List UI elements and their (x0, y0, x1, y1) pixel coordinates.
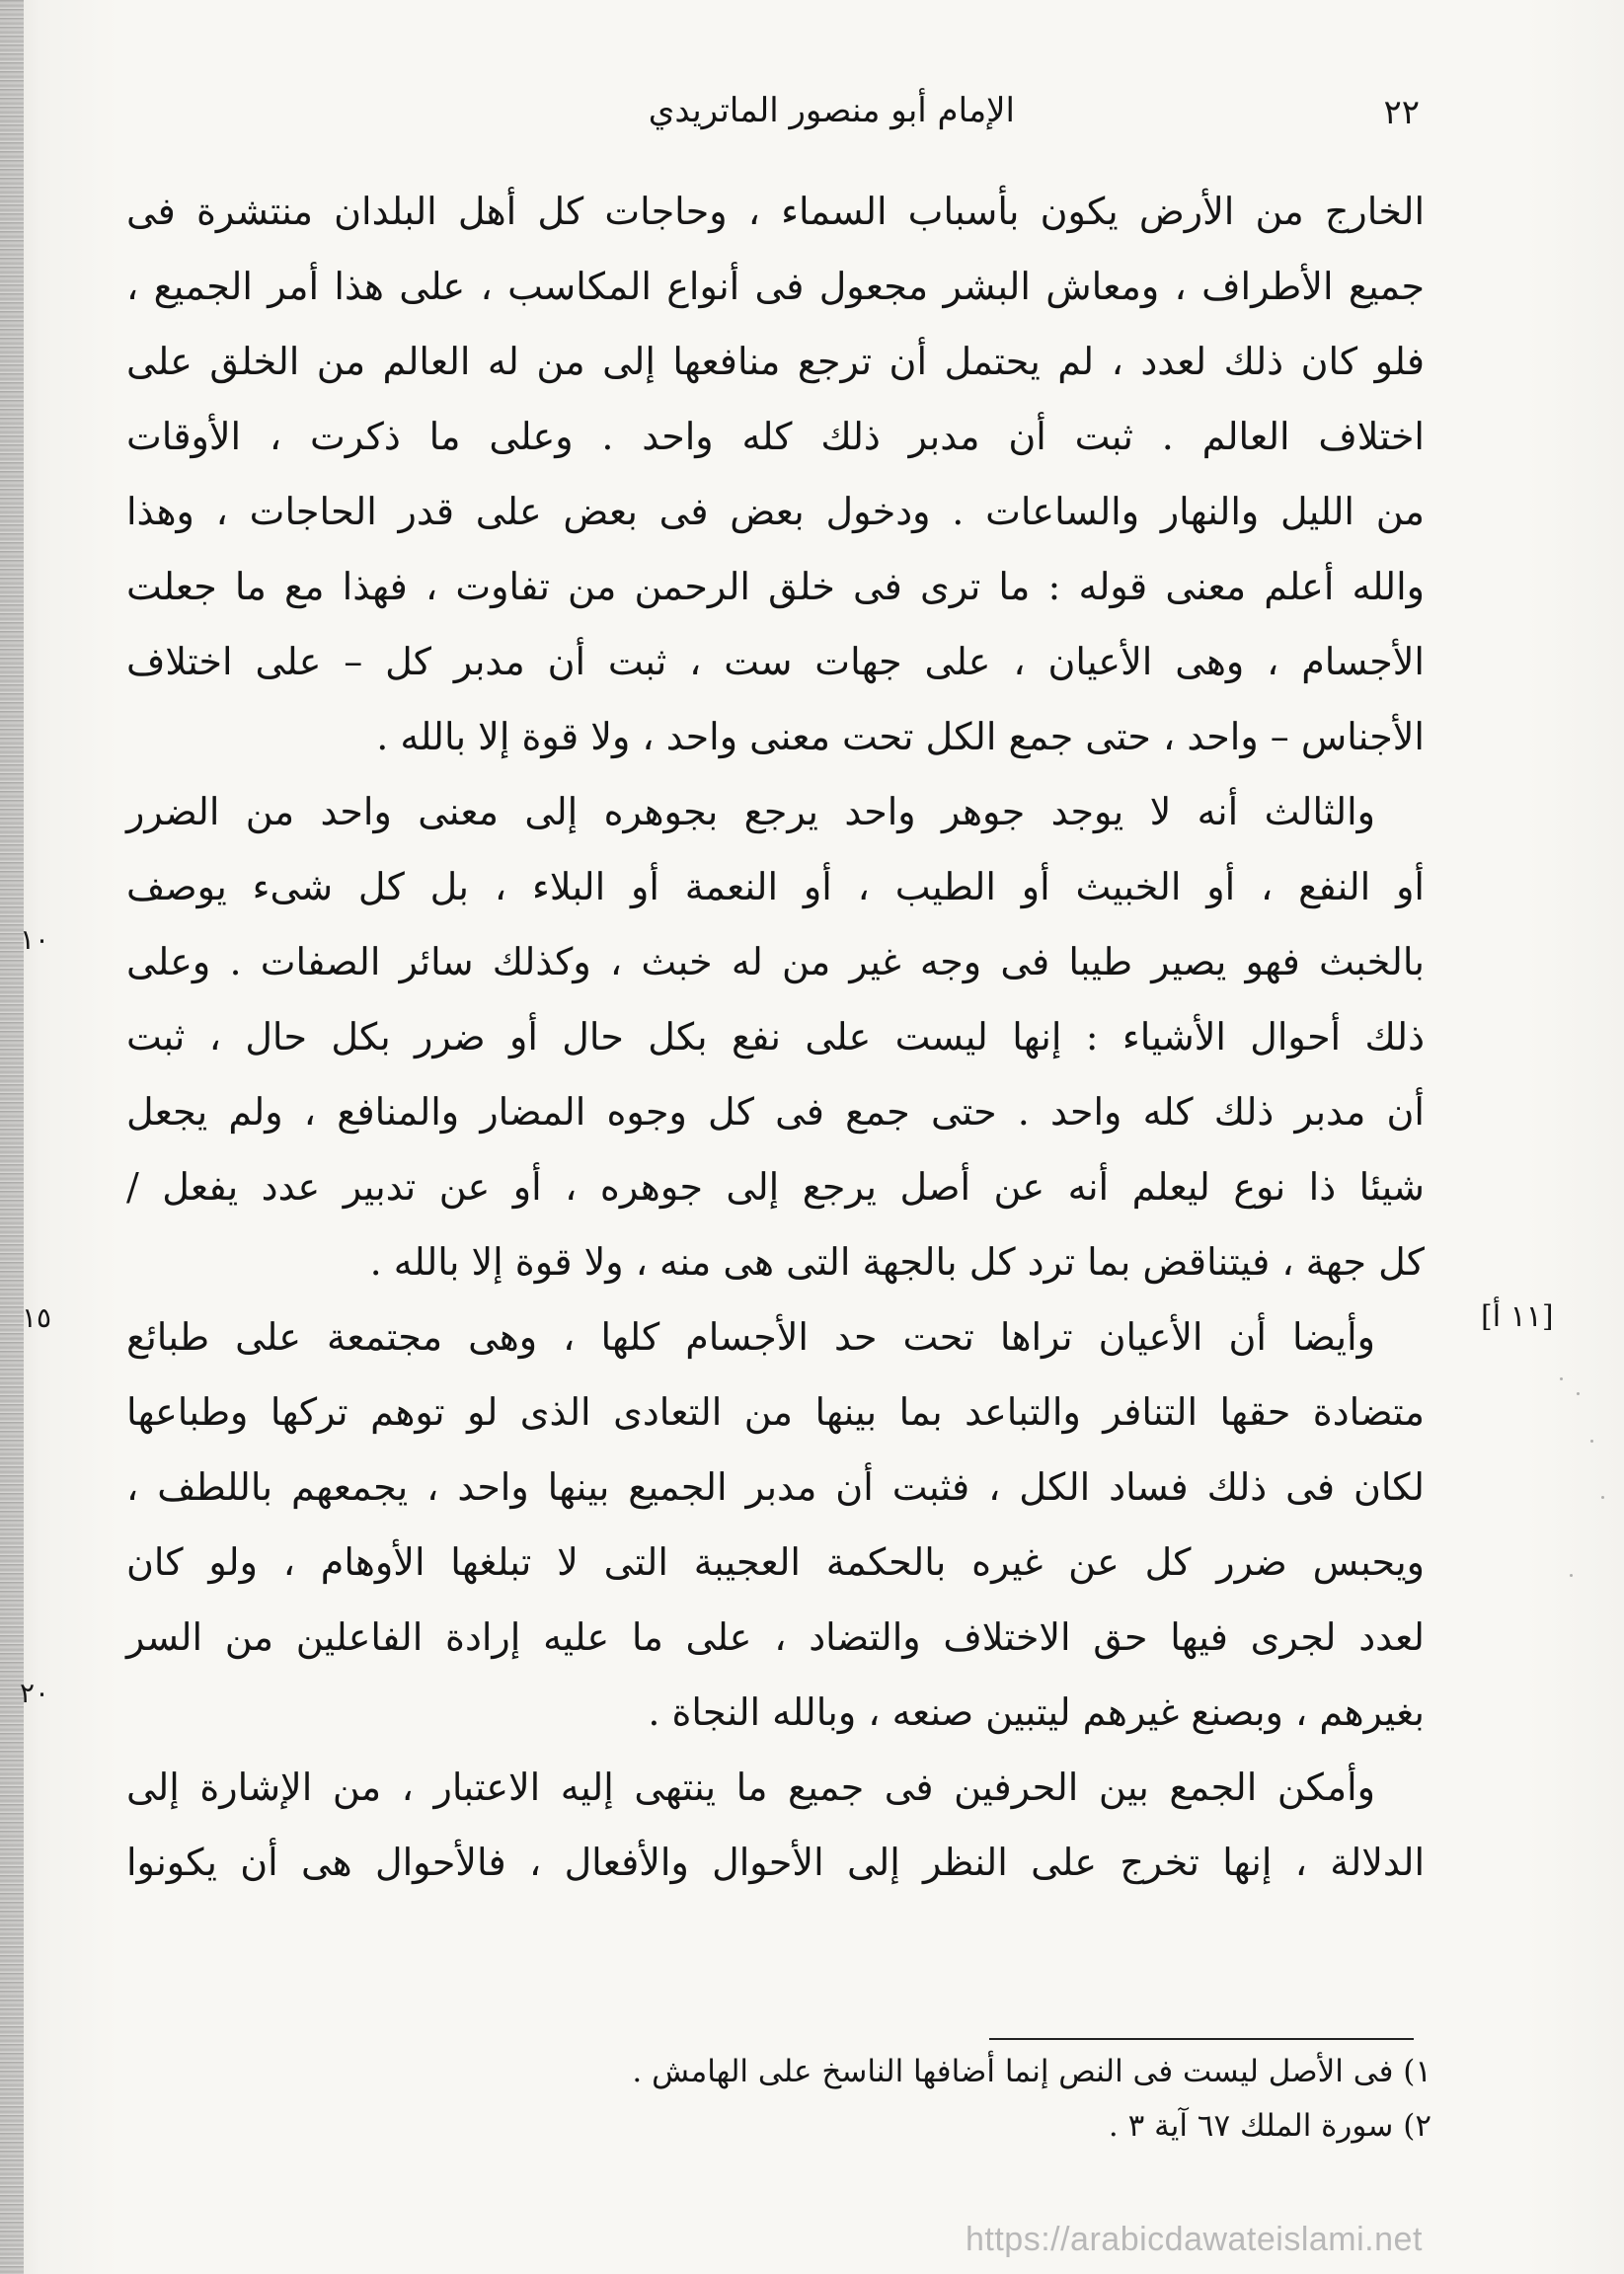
text-line: كل جهة ، فيتناقض بما ترد كل بالجهة التى هى منه ، ولا قوة إلا بالله . (369, 1240, 1425, 1284)
text-line: أن مدبر ذلك كله واحد . حتى جمع فى كل وجوه المضار والمنافع ، ولم يجعل (126, 1090, 1425, 1134)
text-line: متضادة حقها التنافر والتباعد بما بينها من التعادى الذى لو توهم تركها وطباعها (126, 1390, 1425, 1434)
line-number-20: ٢٠ (20, 1677, 50, 1709)
text-line: الأجسام ، وهى الأعيان ، على جهات ست ، ثبت أن مدبر كل – على اختلاف (126, 640, 1425, 683)
text-line: بغيرهم ، وبصنع غيرهم ليتبين صنعه ، وبالله النجاة . (648, 1690, 1425, 1734)
text-line: ويحبس ضرر كل عن غيره بالحكمة العجيبة التى لا تبلغها الأوهام ، ولو كان (126, 1540, 1425, 1584)
text-line: والثالث أنه لا يوجد جوهر واحد يرجع بجوهره إلى معنى واحد من الضرر (126, 790, 1375, 833)
footnotes (474, 2045, 1431, 2154)
scan-speck (1601, 1496, 1604, 1499)
text-line: ذلك أحوال الأشياء : إنها ليست على نفع بكل حال أو ضرر بكل حال ، ثبت (126, 1015, 1425, 1059)
line-number-10: ١٠ (20, 923, 50, 956)
website-watermark: https://arabicdawateislami.net (966, 2221, 1423, 2258)
text-line: وأيضا أن الأعيان تراها تحت حد الأجسام كلها ، وهى مجتمعة على طبائع (126, 1315, 1375, 1359)
text-line: اختلاف العالم . ثبت أن مدبر ذلك كله واحد . وعلى ما ذكرت ، الأوقات (126, 415, 1425, 458)
text-line: الأجناس – واحد ، حتى جمع الكل تحت معنى واحد ، ولا قوة إلا بالله . (376, 715, 1425, 758)
line-number-15: ١٥ (22, 1301, 52, 1334)
text-line: فلو كان ذلك لعدد ، لم يحتمل أن ترجع منافعها إلى من له العالم من الخلق على (126, 340, 1425, 383)
text-line: وأمكن الجمع بين الحرفين فى جميع ما ينتهى إليه الاعتبار ، من الإشارة إلى (126, 1765, 1375, 1809)
text-line: والله أعلم معنى قوله : ما ترى فى خلق الرحمن من تفاوت ، فهذا مع ما جعلت (126, 565, 1425, 608)
text-line: لكان فى ذلك فساد الكل ، فثبت أن مدبر الجميع بينها واحد ، يجمعهم باللطف ، (126, 1465, 1425, 1509)
scan-speck (1577, 1392, 1580, 1395)
manuscript-folio-marker: [١١ أ] (1481, 1299, 1554, 1334)
text-line: شيئا ذا نوع ليعلم أنه عن أصل يرجع إلى جوهره ، أو عن تدبير عدد يفعل / (126, 1165, 1425, 1209)
text-line: جميع الأطراف ، ومعاش البشر مجعول فى أنواع المكاسب ، على هذا أمر الجميع ، (126, 265, 1425, 308)
page-number: ٢٢ (1383, 93, 1420, 132)
footnote-2: ٢) سورة الملك ٦٧ آية ٣ . (1108, 2108, 1431, 2144)
page-header (126, 77, 1420, 148)
book-binding-edge (0, 0, 24, 2274)
footnote-1: ١) فى الأصل ليست فى النص إنما أضافها الناسخ على الهامش . (632, 2054, 1431, 2089)
running-title: الإمام أبو منصور الماتريدي (648, 91, 1015, 130)
scan-speck (1570, 1574, 1573, 1577)
scan-speck (1590, 1440, 1593, 1443)
text-line: الخارج من الأرض يكون بأسباب السماء ، وحاجات كل أهل البلدان منتشرة فى (126, 190, 1425, 233)
text-line: لعدد لجرى فيها حق الاختلاف والتضاد ، على ما عليه إرادة الفاعلين من السر (126, 1615, 1425, 1659)
text-line: الدلالة ، إنها تخرج على النظر إلى الأحوال والأفعال ، فالأحوال هى أن يكونوا (126, 1841, 1425, 1884)
text-line: من الليل والنهار والساعات . ودخول بعض فى بعض على قدر الحاجات ، وهذا (126, 490, 1425, 533)
scan-speck (1560, 1377, 1563, 1380)
footnote-separator (989, 2038, 1414, 2040)
text-line: بالخبث فهو يصير طيبا فى وجه غير من له خبث ، وكذلك سائر الصفات . وعلى (126, 940, 1425, 983)
text-line: أو النفع ، أو الخبيث أو الطيب ، أو النعمة أو البلاء ، بل كل شىء يوصف (126, 865, 1425, 908)
